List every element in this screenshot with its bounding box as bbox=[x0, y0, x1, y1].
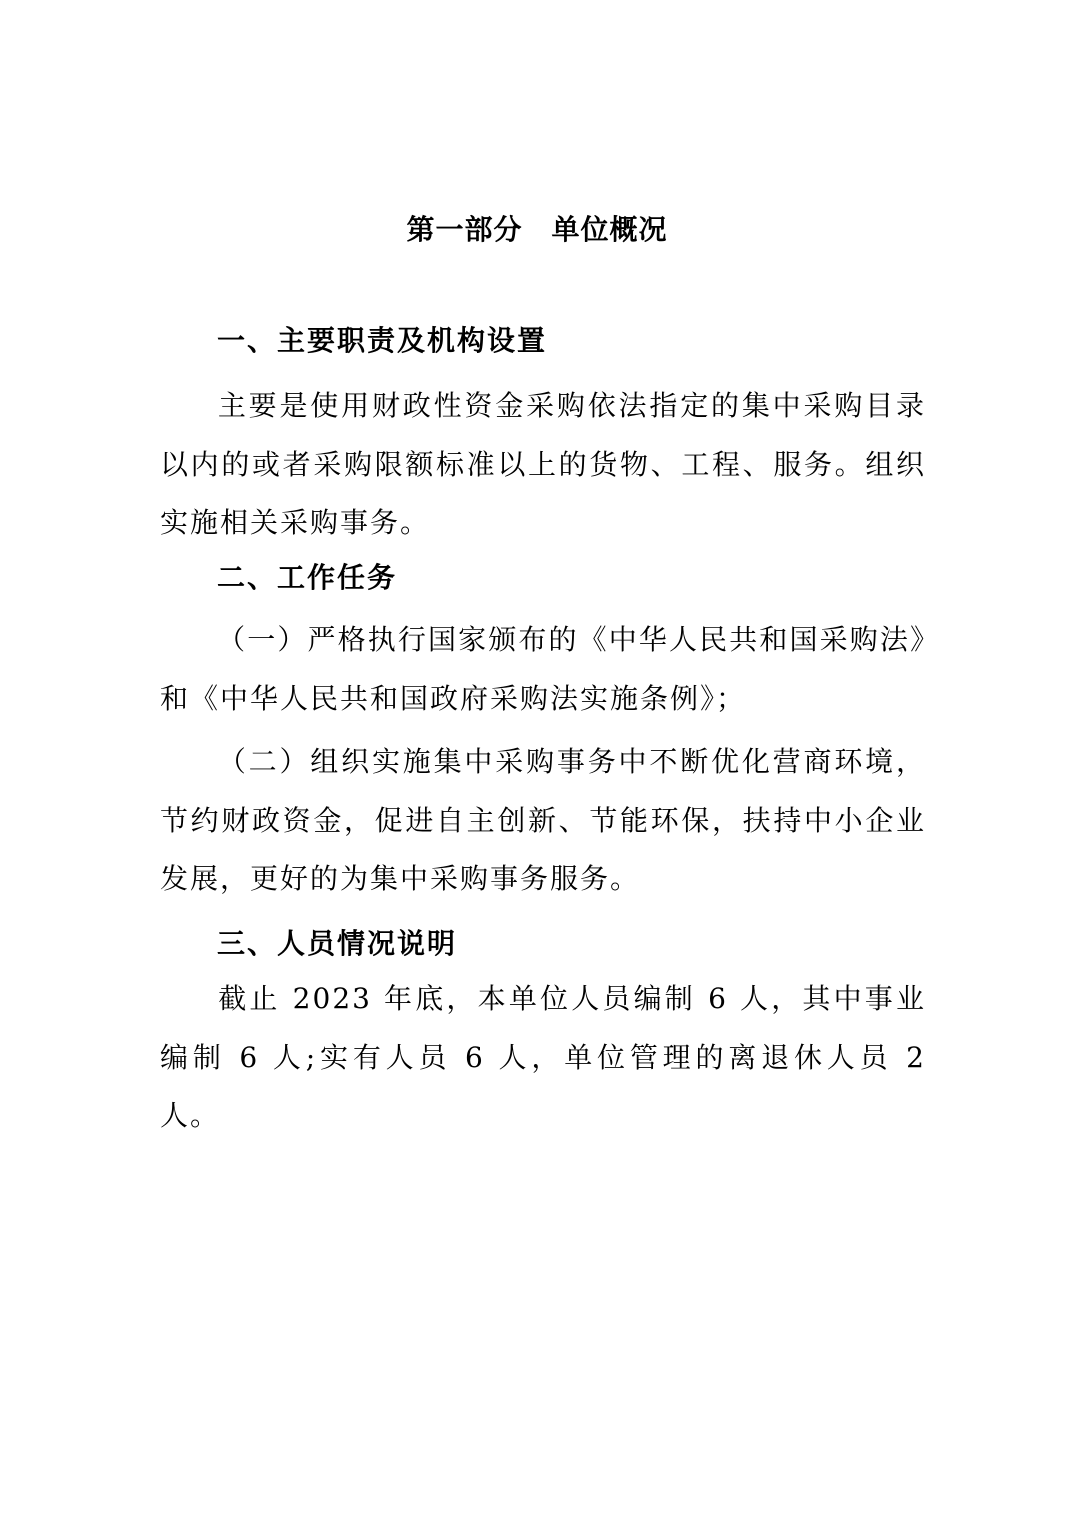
paragraph-duties bbox=[160, 377, 926, 553]
paragraph-staff bbox=[160, 970, 926, 1146]
page-title: 第一部分 单位概况 bbox=[406, 213, 668, 246]
section-heading-duties: 一、主要职责及机构设置 bbox=[217, 324, 548, 357]
paragraph-text: （二）组织实施集中采购事务中不断优化营商环境，节约财政资金，促进自主创新、节能环保，扶持中小企业发展，更好的为集中采购事务服务。 bbox=[160, 745, 926, 895]
paragraph-task-1 bbox=[160, 611, 926, 728]
paragraph-text: （一）严格执行国家颁布的《中华人民共和国采购法》和《中华人民共和国政府采购法实施条例》； bbox=[160, 623, 926, 715]
paragraph-text: 主要是使用财政性资金采购依法指定的集中采购目录以内的或者采购限额标准以上的货物、工程、服务。组织实施相关采购事务。 bbox=[160, 389, 926, 539]
paragraph-text: 截止 2023 年底，本单位人员编制 6 人，其中事业编制 6 人;实有人员 6 人，单位管理的离退休人员 2 人。 bbox=[160, 982, 926, 1132]
paragraph-task-2 bbox=[160, 733, 926, 909]
section-heading-staff: 三、人员情况说明 bbox=[217, 927, 458, 960]
section-heading-tasks: 二、工作任务 bbox=[217, 561, 398, 594]
